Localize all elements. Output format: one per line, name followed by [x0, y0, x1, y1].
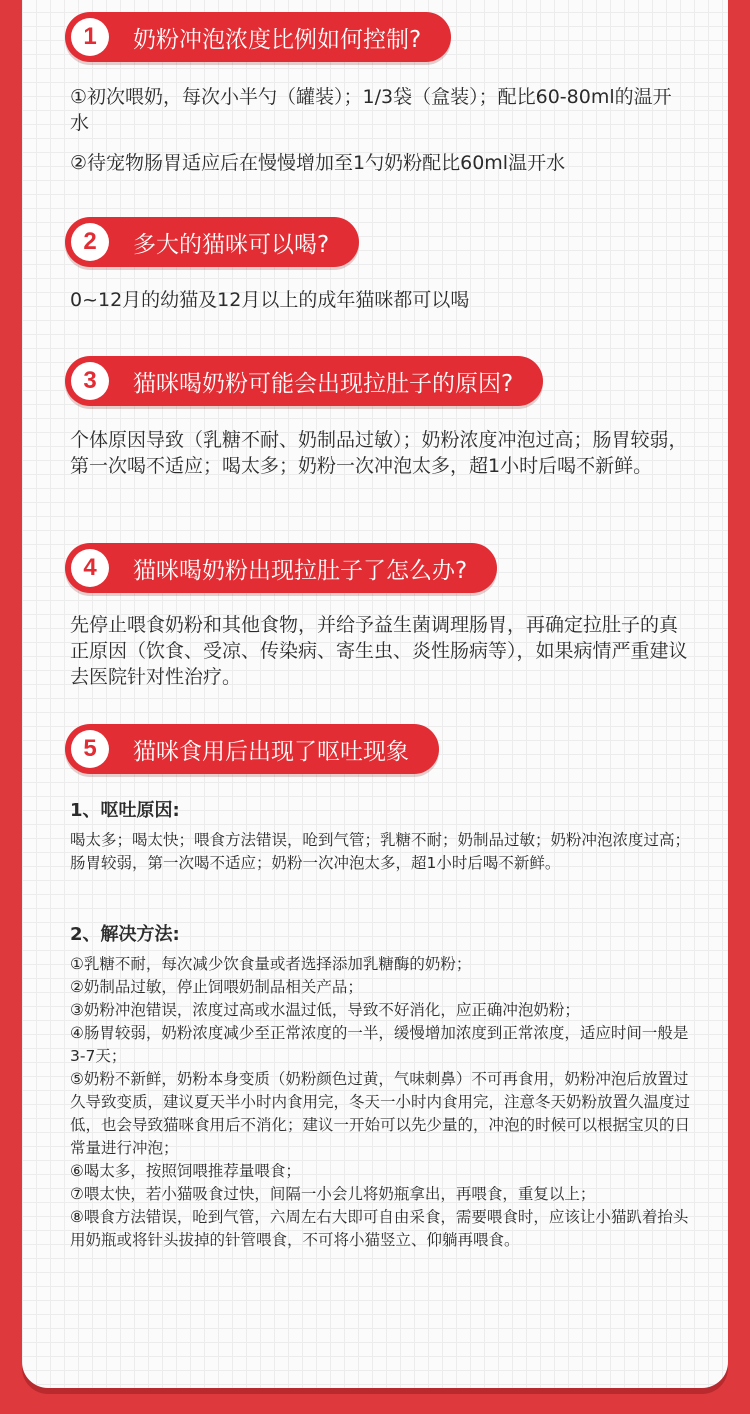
vomit-cause-text: 喝太多；喝太快；喂食方法错误，呛到气管；乳糖不耐；奶制品过敏；奶粉冲泡浓度过高；肠胃较弱，第一次喝不适应；奶粉一次冲泡太多，超1小时后喝不新鲜。: [70, 831, 691, 872]
section-4-title: 猫咪喝奶粉出现拉肚子了怎么办?: [133, 557, 468, 584]
solution-item: ①乳糖不耐，每次减少饮食量或者选择添加乳糖酶的奶粉；: [70, 955, 472, 973]
section-3-title: 猫咪喝奶粉可能会出现拉肚子的原因?: [133, 370, 514, 397]
solution-item: ②奶制品过敏，停止饲喂奶制品相关产品；: [70, 978, 363, 996]
section-1-number-badge: 1: [71, 18, 109, 56]
section-3-paragraph: 个体原因导致（乳糖不耐、奶制品过敏）；奶粉浓度冲泡过高；肠胃较弱，第一次喝不适应；喝太多；奶粉一次冲泡太多，超1小时后喝不新鲜。: [70, 429, 688, 477]
solution-item: ⑤奶粉不新鲜，奶粉本身变质（奶粉颜色过黄，气味刺鼻）不可再食用，奶粉冲泡后放置过久导致变质，建议夏天半小时内食用完，冬天一小时内食用完，注意冬天奶粉放置久温度过低，也会导致猫咪食用后不消化；建议一开始可以先少量的，冲泡的时候可以根据宝贝的日常量进行冲泡；: [70, 1070, 691, 1157]
section-2-number-badge: 2: [71, 223, 109, 261]
section-1-heading: [65, 12, 451, 62]
solution-item: ③奶粉冲泡错误，浓度过高或水温过低，导致不好消化，应正确冲泡奶粉；: [70, 1001, 580, 1019]
solution-item: ⑧喂食方法错误，呛到气管，六周左右大即可自由采食，需要喂食时，应该让小猫趴着抬头用奶瓶或将针头拔掉的针管喂食，不可将小猫竖立、仰躺再喂食。: [70, 1208, 689, 1249]
section-1-paragraph-1: ①初次喂奶，每次小半勺（罐装）；1/3袋（盒装）；配比60-80ml的温开水: [70, 86, 672, 134]
section-3-heading: [65, 356, 543, 406]
section-2-title: 多大的猫咪可以喝?: [133, 231, 330, 258]
vomit-solution-list: [70, 953, 690, 1252]
section-5-title: 猫咪食用后出现了呕吐现象: [133, 738, 409, 765]
section-3-number-badge: 3: [71, 362, 109, 400]
section-4-heading: [65, 543, 497, 593]
section-5-number-badge: 5: [71, 730, 109, 768]
solution-item: ④肠胃较弱，奶粉浓度减少至正常浓度的一半，缓慢增加浓度到正常浓度，适应时间一般是3-7天；: [70, 1024, 689, 1065]
section-1-paragraph-2: ②待宠物肠胃适应后在慢慢增加至1勺奶粉配比60ml温开水: [70, 152, 566, 174]
solution-item: ⑦喂太快，若小猫吸食过快，间隔一小会儿将奶瓶拿出，再喂食，重复以上；: [70, 1185, 596, 1203]
vomit-solution-heading: 2、解决方法:: [70, 924, 180, 945]
section-1-title: 奶粉冲泡浓度比例如何控制?: [133, 26, 422, 53]
section-4-paragraph: 先停止喂食奶粉和其他食物，并给予益生菌调理肠胃，再确定拉肚子的真正原因（饮食、受凉、传染病、寄生虫、炎性肠病等），如果病情严重建议去医院针对性治疗。: [70, 614, 688, 688]
section-2-paragraph: 0~12月的幼猫及12月以上的成年猫咪都可以喝: [70, 289, 470, 311]
section-2-heading: [65, 217, 359, 267]
section-4-number-badge: 4: [71, 549, 109, 587]
section-5-heading: [65, 724, 439, 774]
solution-item: ⑥喝太多，按照饲喂推荐量喂食；: [70, 1162, 301, 1180]
vomit-cause-heading: 1、呕吐原因:: [70, 800, 180, 821]
